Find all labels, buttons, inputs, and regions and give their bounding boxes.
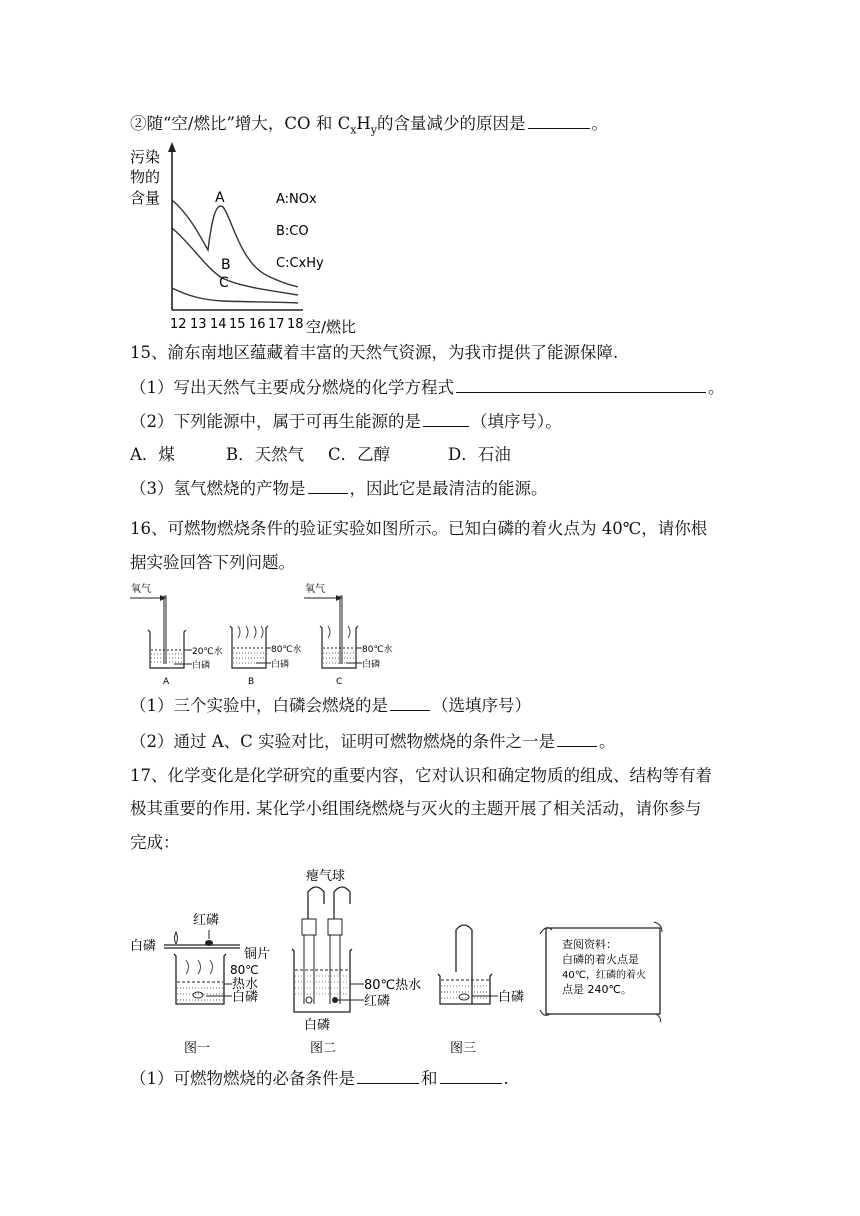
q16-part2 [130, 730, 616, 754]
note-line-1: 查阅资料： [562, 938, 617, 951]
q15-part1 [130, 376, 725, 400]
q15-p2-text: （2）下列能源中，属于可再生能源的是 [130, 412, 421, 431]
oxygen-label-c: 氧气 [305, 584, 325, 595]
q17-experiment-figure [128, 864, 673, 1059]
q17-p1-end: . [503, 1069, 509, 1088]
x-tick-14: 14 [210, 317, 227, 332]
answer-blank[interactable] [528, 112, 590, 129]
y-axis-label-3: 含量 [130, 189, 161, 207]
fig1-white-p-lump [193, 992, 203, 998]
water-b [233, 653, 265, 663]
caption-c: C [336, 677, 343, 687]
caption-fig1: 图一 [184, 1041, 211, 1056]
label-b-water: 80℃水 [271, 645, 302, 655]
label-c-water: 80℃水 [362, 645, 393, 655]
q15-p1-end: 。 [708, 378, 725, 397]
series-a-line [172, 200, 298, 287]
q15-options [130, 443, 511, 467]
fig2-white-p-lump [306, 997, 312, 1003]
x-tick-12: 12 [170, 317, 187, 332]
fig1-white-p2-label: 白磷 [232, 990, 259, 1005]
legend-c: C:CxHy [276, 256, 324, 271]
y-axis-label-1: 污染 [130, 148, 161, 166]
x-tick-17: 17 [268, 317, 285, 332]
caption-a: A [163, 677, 170, 687]
q16-part1 [130, 694, 531, 718]
x-tick-16: 16 [249, 317, 266, 332]
fig2-red-p-lump [332, 997, 338, 1003]
fig3-white-p-lump [459, 994, 469, 1000]
q14-text-h: H [356, 114, 371, 133]
q16-experiment-figure [128, 578, 398, 688]
option-b: B．天然气 [226, 445, 305, 464]
q15-part3 [130, 477, 548, 501]
q16-p1-end: （选填序号） [432, 696, 531, 715]
q15-p1-text: （1）写出天然气主要成分燃烧的化学方程式 [130, 378, 454, 397]
water-a [151, 654, 183, 662]
caption-fig3: 图三 [450, 1041, 477, 1056]
balloon-right [334, 887, 350, 919]
label-a-water: 20℃水 [192, 647, 223, 657]
option-c: C．乙醇 [328, 445, 391, 464]
q14-part2 [130, 112, 608, 142]
tube-c [340, 596, 342, 664]
curve-label-b: B [221, 257, 231, 273]
caption-b: B [248, 677, 255, 687]
fig2-water [295, 976, 349, 994]
q16-p2-text: （2）通过 A、C 实验对比，证明可燃物燃烧的条件之一是 [130, 732, 556, 751]
x-tick-13: 13 [190, 317, 207, 332]
oxygen-label-a: 氧气 [131, 584, 151, 595]
answer-blank[interactable] [357, 1067, 419, 1084]
q17-title-1: 17、化学变化是化学研究的重要内容，它对认识和确定物质的组成、结构等有着 [130, 766, 712, 785]
pollution-chart [128, 140, 368, 335]
legend-b: B:CO [276, 224, 309, 239]
y-axis-label-2: 物的 [130, 168, 161, 186]
fig1-hot-water-label: 热水 [232, 977, 259, 992]
option-d: D．石油 [448, 445, 511, 464]
note-line-4: 点是 240℃。 [562, 983, 632, 996]
subscript-y: y [370, 123, 378, 137]
q15-title: 15、渝东南地区蕴藏着丰富的天然气资源，为我市提供了能源保障. [130, 343, 619, 362]
beaker-b [230, 626, 268, 668]
series-c-line [172, 288, 298, 303]
caption-fig2: 图二 [310, 1041, 337, 1056]
q16-title-2: 据实验回答下列问题。 [130, 553, 295, 572]
fig1-copper-label: 铜片 [244, 947, 271, 962]
x-tick-18: 18 [287, 317, 304, 332]
q17-title-3: 完成： [130, 833, 180, 852]
answer-blank[interactable] [557, 730, 597, 747]
q16-p1-text: （1）三个实验中，白磷会燃烧的是 [130, 696, 388, 715]
q16-title-1: 16、可燃物燃烧条件的验证实验如图所示。已知白磷的着火点为 40℃，请你根 [130, 519, 708, 538]
q17-part1 [130, 1067, 509, 1091]
fig3-test-tube [456, 925, 472, 1004]
q14-text-b: 的含量减少的原因是 [377, 114, 526, 133]
tube-a [164, 596, 166, 664]
fig2-hot-water-label: 80℃热水 [364, 978, 422, 993]
answer-blank[interactable] [390, 694, 430, 711]
beaker-c [320, 626, 358, 668]
answer-blank[interactable] [440, 1067, 502, 1084]
note-line-2: 白磷的着火点是 [562, 953, 639, 966]
answer-blank[interactable] [308, 477, 348, 494]
fig1-white-p-label: 白磷 [130, 939, 157, 954]
q14-text: ②随“空/燃比”增大，CO 和 C [130, 114, 351, 133]
fig1-temp-label: 80℃ [230, 963, 259, 977]
q15-p2-end: （填序号）。 [471, 412, 562, 431]
fig2-beaker [292, 949, 352, 1012]
flame-icon [175, 932, 178, 944]
q17-p1-text: （1）可燃物燃烧的必备条件是 [130, 1069, 355, 1088]
stopper-left [302, 919, 316, 935]
x-tick-15: 15 [229, 317, 246, 332]
steam-c [328, 626, 350, 638]
q14-end: 。 [591, 114, 609, 133]
fig1-red-p-label: 红磷 [193, 913, 220, 928]
q15-p3-text: （3）氢气燃烧的产物是 [130, 479, 306, 498]
q15-part2 [130, 410, 562, 434]
answer-blank[interactable] [456, 376, 706, 393]
note-line-3: 40℃，红磷的着火 [562, 970, 646, 981]
x-axis-label: 空/燃比 [306, 318, 357, 335]
water-c [323, 653, 355, 663]
q17-title-2: 极其重要的作用. 某化学小组围绕燃烧与灭火的主题开展了相关活动，请你参与 [130, 799, 702, 818]
q17-p1-mid: 和 [421, 1069, 438, 1088]
q15-p3-end: ，因此它是最清洁的能源。 [349, 479, 548, 498]
balloon-left [308, 887, 324, 919]
option-a: A．煤 [130, 445, 175, 464]
curve-label-a: A [215, 190, 225, 206]
y-axis-arrow [168, 142, 176, 152]
stopper-right [328, 919, 342, 935]
label-b-phosphorus: 白磷 [271, 660, 290, 670]
curve-label-c: C [219, 275, 229, 291]
label-a-phosphorus: 白磷 [192, 661, 211, 671]
label-c-phosphorus: 白磷 [362, 660, 381, 670]
fig3-white-p-label: 白磷 [498, 990, 525, 1005]
fig2-red-p-label: 红磷 [364, 994, 391, 1009]
fig1-steam [186, 960, 213, 974]
steam-b [238, 626, 263, 638]
subscript-x: x [350, 123, 357, 137]
q16-p2-end: 。 [599, 732, 616, 751]
legend-a: A:NOx [276, 192, 317, 207]
fig2-white-p-label: 白磷 [304, 1018, 331, 1033]
answer-blank[interactable] [423, 410, 469, 427]
red-p-lump [205, 940, 213, 946]
fig2-balloon-label: 瘪气球 [306, 869, 346, 884]
